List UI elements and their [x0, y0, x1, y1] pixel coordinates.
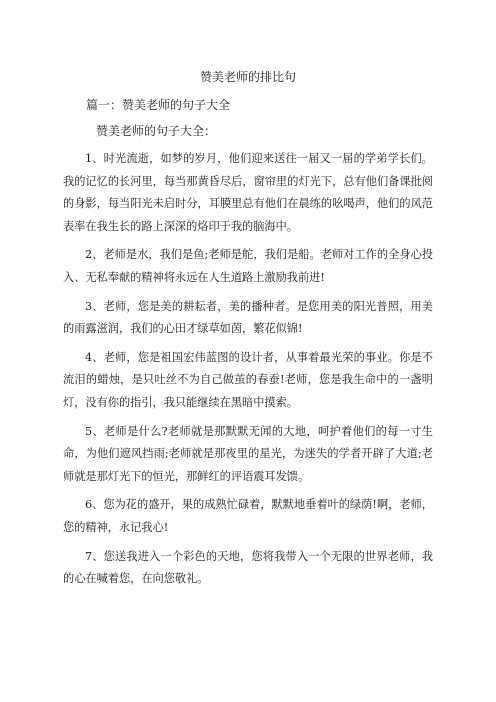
paragraph-2: 2、老师是水，我们是鱼;老师是舵，我们是船。老师对工作的全身心投入、无私奉献的精神将永远在人生道路上激励我前进! [63, 248, 433, 284]
subheading: 赞美老师的句子大全： [96, 124, 217, 138]
paragraph-5: 5、老师是什么?老师就是那默默无闻的大地，呵护着他们的每一寸生命，为他们遮风挡雨;老师就是那夜里的星光，为迷失的学者开辟了大道;老师就是那灯光下的恒光，那鲜红的评语震耳发馈。 [63, 424, 433, 483]
paragraph-3: 3、老师，您是美的耕耘者，美的播种者。是您用美的阳光普照，用美的雨露滋润，我们的心田才绿草如茵，繁花似锦! [63, 299, 433, 336]
section-heading: 篇一：赞美老师的句子大全 [86, 98, 231, 112]
document-title: 赞美老师的排比句 [199, 70, 296, 84]
paragraph-4: 4、老师，您是祖国宏伟蓝图的设计者，从事着最光荣的事业。你是不流泪的蜡烛，是只吐丝不为自己做茧的春蚕!老师，您是我生命中的一盏明灯，没有你的指引，我只能继续在黑暗中摸索。 [63, 350, 433, 409]
paragraph-7: 7、您送我进入一个彩色的天地，您将我带入一个无限的世界老师，我的心在喊着您，在向您敬礼。 [63, 549, 433, 586]
paragraph-6: 6、您为花的盛开，果的成熟忙碌着，默默地垂着叶的绿荫!啊，老师，您的精神，永记我心! [63, 498, 433, 534]
paragraph-1: 1、时光流逝，如梦的岁月，他们迎来送往一届又一届的学弟学长们。我的记忆的长河里，每当那黄昏尽后，窗帘里的灯光下，总有他们备课批阅的身影，每当阳光未启时分，耳膜里总有他们在晨练的吆喝声，他们的风范表率在我生长的路上深深的烙印于我的脑海中。 [63, 152, 433, 233]
